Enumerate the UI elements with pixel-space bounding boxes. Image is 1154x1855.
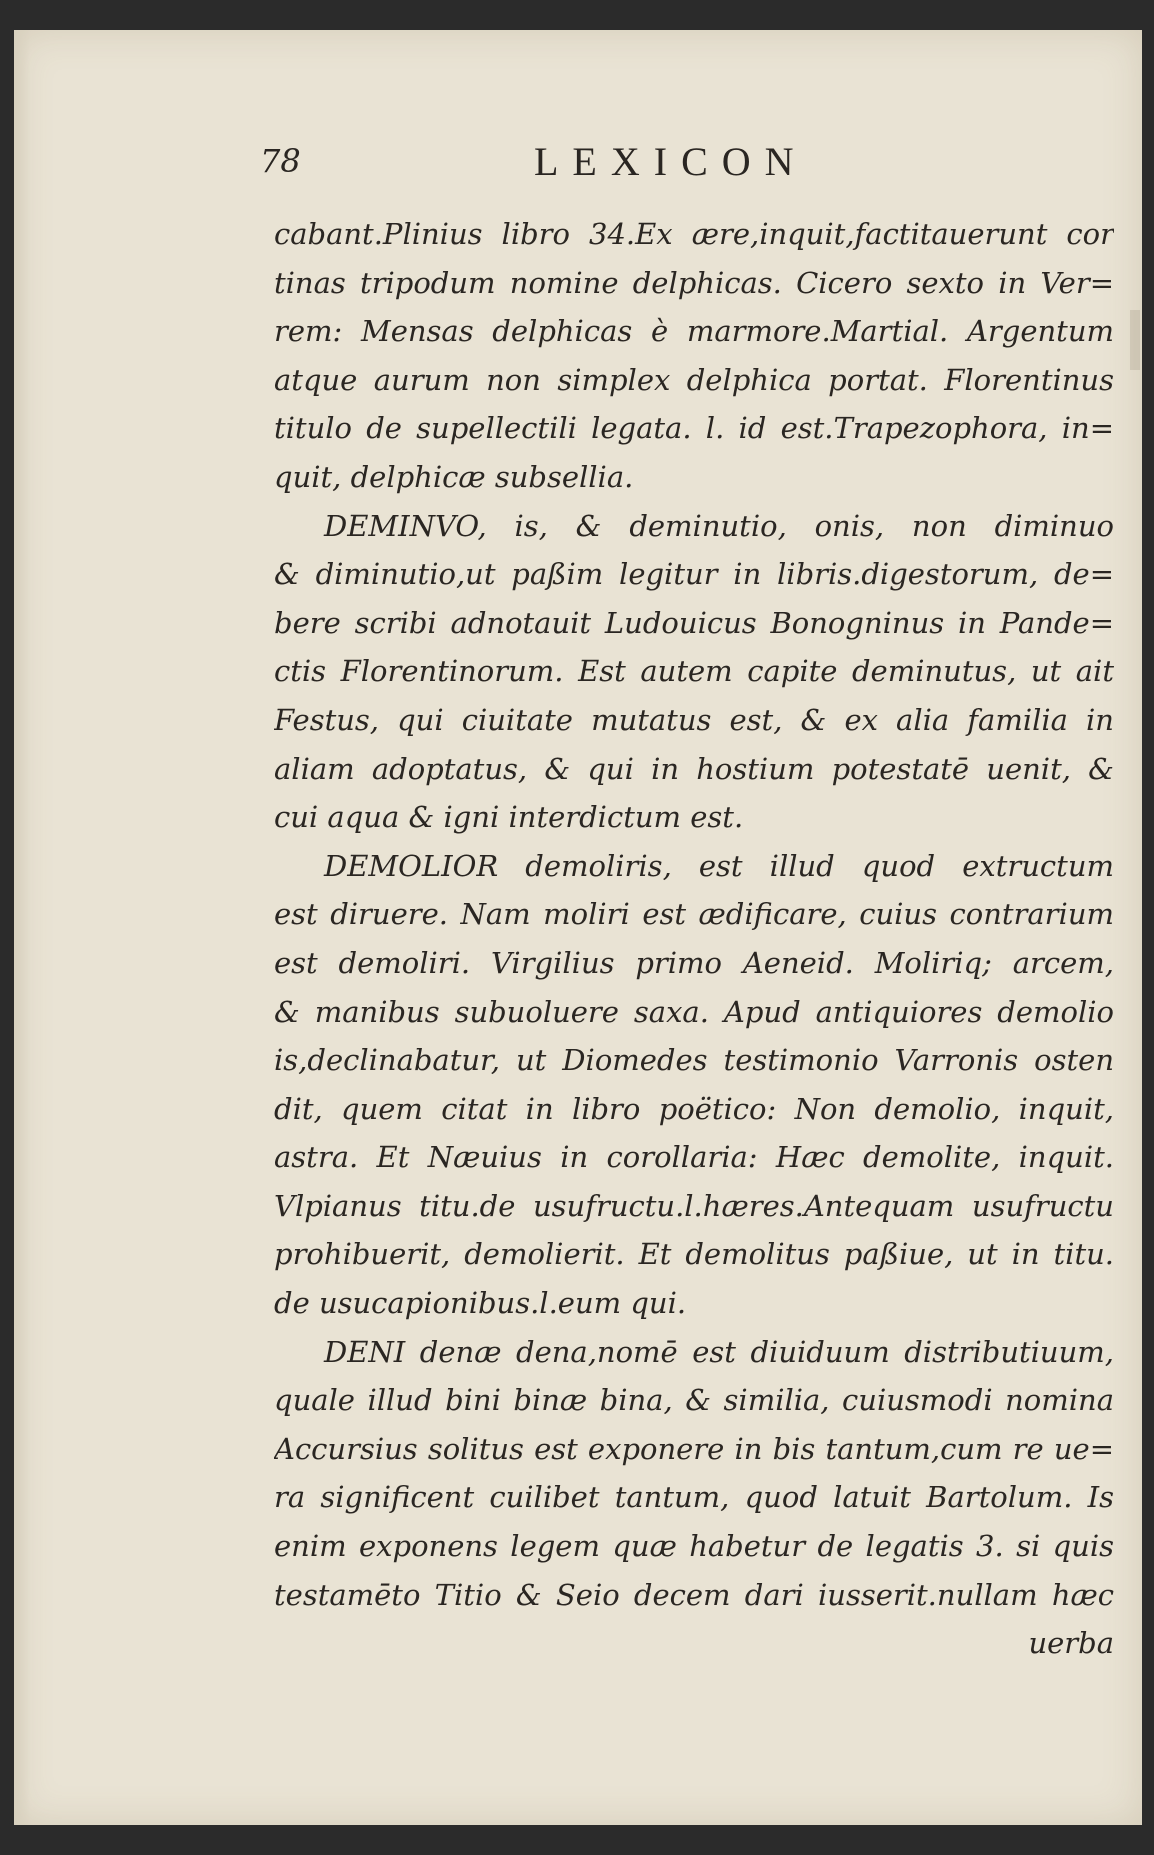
text-line: bere scribi adnotauit Ludouicus Bonogninus in Pande= bbox=[274, 605, 1114, 640]
running-title: LEXICON bbox=[534, 139, 808, 184]
text-line: prohibuerit, demolierit. Et demolitus paßiue, ut in titu. bbox=[274, 1237, 1114, 1272]
text-line: testamēto Titio & Seio decem dari iusserit.nullam hæc bbox=[274, 1577, 1114, 1612]
paper-stain bbox=[1130, 310, 1140, 370]
text-line: aliam adoptatus, & qui in hostium potestatē uenit, & bbox=[274, 751, 1114, 786]
text-line: Accursius solitus est exponere in bis tantum,cum re ue= bbox=[274, 1431, 1114, 1466]
text-line: & diminutio,ut paßim legitur in libris.digestorum, de= bbox=[274, 557, 1114, 592]
text-line: cui aqua & igni interdictum est. bbox=[274, 800, 744, 835]
text-line: rem: Mensas delphicas è marmore.Martial. Argentum bbox=[274, 314, 1114, 349]
text-line: de usucapionibus.l.eum qui. bbox=[274, 1286, 687, 1321]
text-line: enim exponens legem quæ habetur de legatis 3. si quis bbox=[274, 1529, 1114, 1564]
text-line: atque aurum non simplex delphica portat. Florentinus bbox=[274, 362, 1114, 397]
text-line: Vlpianus titu.de usufructu.l.hæres.Antequam usufructu bbox=[274, 1188, 1114, 1223]
text-line: tinas tripodum nomine delphicas. Cicero sexto in Ver= bbox=[274, 265, 1114, 300]
text-line: quit, delphicæ subsellia. bbox=[274, 459, 634, 494]
text-line: est diruere. Nam moliri est ædificare, cuius contrarium bbox=[274, 897, 1114, 932]
text-line: is,declinabatur, ut Diomedes testimonio Varronis osten bbox=[274, 1043, 1114, 1078]
text-line: est demoliri. Virgilius primo Aeneid. Moliriq; arcem, bbox=[274, 945, 1114, 980]
page-number: 78 bbox=[260, 142, 301, 180]
text-line: cabant.Plinius libro 34.Ex ære,inquit,factitauerunt cor bbox=[274, 217, 1114, 251]
entry-heading-line: DEMOLIOR demoliris, est illud quod extructum bbox=[324, 848, 1114, 883]
book-page bbox=[14, 30, 1142, 1825]
page-edge bbox=[14, 30, 30, 1825]
text-line: Festus, qui ciuitate mutatus est, & ex alia familia in bbox=[274, 702, 1114, 737]
text-line: quale illud bini binæ bina, & similia, cuiusmodi nomina bbox=[274, 1383, 1114, 1418]
entry-heading-line: DENI denæ dena,nomē est diuiduum distributiuum, bbox=[324, 1334, 1114, 1369]
body-text bbox=[274, 210, 1114, 1668]
text-line: ctis Florentinorum. Est autem capite deminutus, ut ait bbox=[274, 654, 1114, 689]
running-head bbox=[14, 130, 1142, 190]
entry-heading-line: DEMINVO, is, & deminutio, onis, non diminuo bbox=[324, 508, 1114, 543]
text-line: dit, quem citat in libro poëtico: Non demolio, inquit, bbox=[274, 1091, 1114, 1126]
catchword: uerba bbox=[1028, 1626, 1114, 1661]
text-line: titulo de supellectili legata. l. id est.Trapezophora, in= bbox=[274, 411, 1114, 446]
text-line: astra. Et Næuius in corollaria: Hæc demolite, inquit. bbox=[274, 1140, 1114, 1175]
text-line: ra significent cuilibet tantum, quod latuit Bartolum. Is bbox=[274, 1480, 1114, 1515]
text-line: & manibus subuoluere saxa. Apud antiquiores demolio bbox=[274, 994, 1114, 1029]
